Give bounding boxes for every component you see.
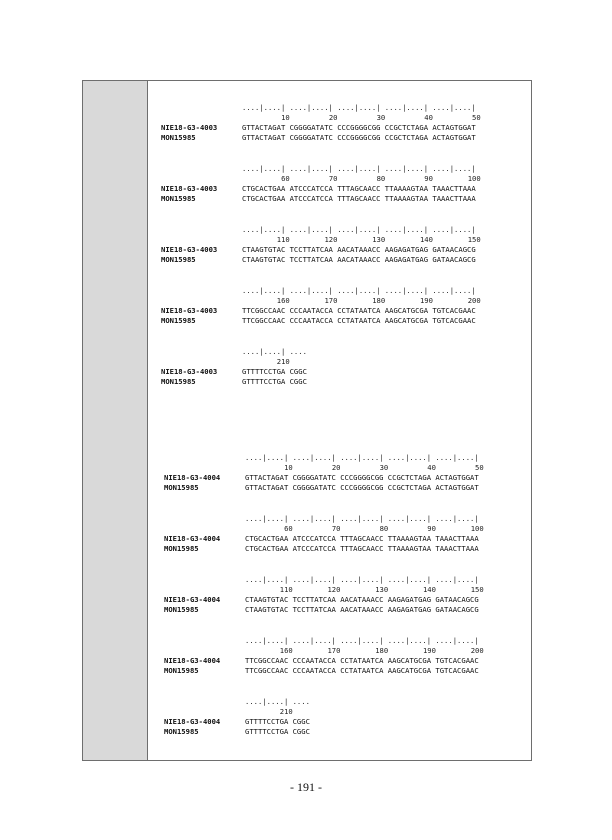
alignment-block bbox=[148, 514, 532, 554]
alignment-block bbox=[148, 347, 532, 387]
position-number: 170 bbox=[324, 296, 338, 305]
position-numbers bbox=[148, 113, 532, 123]
reference-sequence: CTAAGTGTAC TCCTTATCAA AACATAAACC AAGAGATGAG GATAACAGCG bbox=[242, 255, 476, 264]
query-id: NIE18-G3-4004 bbox=[164, 717, 221, 726]
position-number: 150 bbox=[470, 585, 484, 594]
query-id: NIE18-G3-4003 bbox=[161, 306, 218, 315]
position-numbers bbox=[148, 174, 532, 184]
query-sequence: GTTACTAGAT CGGGGATATC CCCGGGGCGG CCGCTCTAGA ACTAGTGGAT bbox=[245, 473, 479, 482]
reference-id: MON15985 bbox=[161, 316, 196, 325]
ruler-row bbox=[148, 347, 532, 357]
position-number: 150 bbox=[467, 235, 481, 244]
query-id: NIE18-G3-4003 bbox=[161, 245, 218, 254]
position-number: 100 bbox=[467, 174, 481, 183]
query-row bbox=[148, 123, 532, 133]
query-row bbox=[148, 245, 532, 255]
position-ruler: ....|....| ....|....| ....|....| ....|....| ....|....| bbox=[245, 575, 479, 584]
reference-sequence: CTAAGTGTAC TCCTTATCAA AACATAAACC AAGAGATGAG GATAACAGCG bbox=[245, 605, 479, 614]
query-sequence: GTTACTAGAT CGGGGATATC CCCGGGGCGG CCGCTCTAGA ACTAGTGGAT bbox=[242, 123, 476, 132]
position-number: 140 bbox=[422, 585, 436, 594]
position-number: 90 bbox=[427, 524, 436, 533]
query-id: NIE18-G3-4004 bbox=[164, 656, 221, 665]
ruler-row bbox=[148, 453, 532, 463]
ruler-row bbox=[148, 697, 532, 707]
query-row bbox=[148, 717, 532, 727]
position-number: 10 bbox=[284, 463, 293, 472]
position-number: 160 bbox=[279, 646, 293, 655]
reference-id: MON15985 bbox=[164, 666, 199, 675]
reference-sequence: GTTACTAGAT CGGGGATATC CCCGGGGCGG CCGCTCTAGA ACTAGTGGAT bbox=[245, 483, 479, 492]
position-number: 40 bbox=[427, 463, 436, 472]
reference-sequence: GTTACTAGAT CGGGGATATC CCCGGGGCGG CCGCTCTAGA ACTAGTGGAT bbox=[242, 133, 476, 142]
side-column bbox=[83, 81, 148, 760]
query-sequence: CTGCACTGAA ATCCCATCCA TTTAGCAACC TTAAAAGTAA TAAACTTAAA bbox=[242, 184, 476, 193]
query-row bbox=[148, 306, 532, 316]
position-ruler: ....|....| ....|....| ....|....| ....|....| ....|....| bbox=[242, 225, 476, 234]
reference-row bbox=[148, 194, 532, 204]
reference-sequence: GTTTTCCTGA CGGC bbox=[245, 727, 310, 736]
query-sequence: TTCGGCCAAC CCCAATACCA CCTATAATCA AAGCATGCGA TGTCACGAAC bbox=[242, 306, 476, 315]
reference-row bbox=[148, 316, 532, 326]
position-numbers bbox=[148, 235, 532, 245]
alignment-block bbox=[148, 103, 532, 143]
reference-id: MON15985 bbox=[164, 483, 199, 492]
position-ruler: ....|....| .... bbox=[242, 347, 307, 356]
position-number: 190 bbox=[419, 296, 433, 305]
position-number: 130 bbox=[372, 235, 386, 244]
position-numbers bbox=[148, 524, 532, 534]
position-number: 20 bbox=[331, 463, 341, 472]
reference-id: MON15985 bbox=[161, 377, 196, 386]
position-number: 210 bbox=[276, 357, 290, 366]
reference-sequence: GTTTTCCTGA CGGC bbox=[242, 377, 307, 386]
query-sequence: CTAAGTGTAC TCCTTATCAA AACATAAACC AAGAGATGAG GATAACAGCG bbox=[245, 595, 479, 604]
position-number: 70 bbox=[331, 524, 341, 533]
position-number: 40 bbox=[424, 113, 433, 122]
reference-sequence: TTCGGCCAAC CCCAATACCA CCTATAATCA AAGCATGCGA TGTCACGAAC bbox=[245, 666, 479, 675]
reference-row bbox=[148, 377, 532, 387]
reference-id: MON15985 bbox=[164, 544, 199, 553]
position-numbers bbox=[148, 707, 532, 717]
position-number: 120 bbox=[327, 585, 341, 594]
alignment-block bbox=[148, 286, 532, 326]
position-numbers bbox=[148, 357, 532, 367]
position-number: 120 bbox=[324, 235, 338, 244]
position-number: 20 bbox=[328, 113, 338, 122]
query-row bbox=[148, 534, 532, 544]
ruler-row bbox=[148, 286, 532, 296]
query-row bbox=[148, 473, 532, 483]
query-id: NIE18-G3-4004 bbox=[164, 595, 221, 604]
page-number: - 191 - bbox=[290, 780, 322, 794]
position-ruler: ....|....| ....|....| ....|....| ....|....| ....|....| bbox=[245, 514, 479, 523]
ruler-row bbox=[148, 514, 532, 524]
position-number: 170 bbox=[327, 646, 341, 655]
position-number: 80 bbox=[379, 524, 389, 533]
query-id: NIE18-G3-4003 bbox=[161, 367, 218, 376]
position-ruler: ....|....| ....|....| ....|....| ....|....| ....|....| bbox=[242, 164, 476, 173]
reference-id: MON15985 bbox=[164, 605, 199, 614]
query-row bbox=[148, 184, 532, 194]
position-number: 10 bbox=[281, 113, 290, 122]
reference-sequence: CTGCACTGAA ATCCCATCCA TTTAGCAACC TTAAAAGTAA TAAACTTAAA bbox=[242, 194, 476, 203]
position-number: 180 bbox=[372, 296, 386, 305]
query-sequence: TTCGGCCAAC CCCAATACCA CCTATAATCA AAGCATGCGA TGTCACGAAC bbox=[245, 656, 479, 665]
query-id: NIE18-G3-4004 bbox=[164, 534, 221, 543]
position-number: 60 bbox=[281, 174, 290, 183]
query-sequence: CTAAGTGTAC TCCTTATCAA AACATAAACC AAGAGATGAG GATAACAGCG bbox=[242, 245, 476, 254]
position-ruler: ....|....| ....|....| ....|....| ....|....| ....|....| bbox=[242, 103, 476, 112]
position-number: 90 bbox=[424, 174, 433, 183]
reference-row bbox=[148, 605, 532, 615]
reference-id: MON15985 bbox=[161, 255, 196, 264]
position-number: 110 bbox=[279, 585, 293, 594]
reference-sequence: TTCGGCCAAC CCCAATACCA CCTATAATCA AAGCATGCGA TGTCACGAAC bbox=[242, 316, 476, 325]
reference-id: MON15985 bbox=[161, 194, 196, 203]
position-number: 80 bbox=[376, 174, 386, 183]
position-number: 200 bbox=[470, 646, 484, 655]
ruler-row bbox=[148, 225, 532, 235]
ruler-row bbox=[148, 575, 532, 585]
query-row bbox=[148, 656, 532, 666]
position-numbers bbox=[148, 296, 532, 306]
position-number: 190 bbox=[422, 646, 436, 655]
position-numbers bbox=[148, 646, 532, 656]
query-row bbox=[148, 595, 532, 605]
reference-row bbox=[148, 666, 532, 676]
alignment-block bbox=[148, 697, 532, 737]
position-numbers bbox=[148, 463, 532, 473]
position-number: 30 bbox=[376, 113, 386, 122]
position-number: 30 bbox=[379, 463, 389, 472]
position-ruler: ....|....| .... bbox=[245, 697, 310, 706]
reference-row bbox=[148, 255, 532, 265]
position-number: 200 bbox=[467, 296, 481, 305]
ruler-row bbox=[148, 164, 532, 174]
position-number: 100 bbox=[470, 524, 484, 533]
position-ruler: ....|....| ....|....| ....|....| ....|....| ....|....| bbox=[242, 286, 476, 295]
reference-row bbox=[148, 727, 532, 737]
position-number: 110 bbox=[276, 235, 290, 244]
query-id: NIE18-G3-4003 bbox=[161, 123, 218, 132]
alignment-content bbox=[148, 81, 531, 760]
reference-row bbox=[148, 133, 532, 143]
query-id: NIE18-G3-4004 bbox=[164, 473, 221, 482]
ruler-row bbox=[148, 103, 532, 113]
query-sequence: CTGCACTGAA ATCCCATCCA TTTAGCAACC TTAAAAGTAA TAAACTTAAA bbox=[245, 534, 479, 543]
ruler-row bbox=[148, 636, 532, 646]
alignment-block bbox=[148, 164, 532, 204]
reference-id: MON15985 bbox=[161, 133, 196, 142]
position-number: 60 bbox=[284, 524, 293, 533]
reference-sequence: CTGCACTGAA ATCCCATCCA TTTAGCAACC TTAAAAGTAA TAAACTTAAA bbox=[245, 544, 479, 553]
alignment-block bbox=[148, 636, 532, 676]
reference-id: MON15985 bbox=[164, 727, 199, 736]
alignment-block bbox=[148, 225, 532, 265]
alignment-table bbox=[82, 80, 532, 761]
position-number: 50 bbox=[475, 463, 484, 472]
position-number: 140 bbox=[419, 235, 433, 244]
position-number: 70 bbox=[328, 174, 338, 183]
position-ruler: ....|....| ....|....| ....|....| ....|....| ....|....| bbox=[245, 636, 479, 645]
reference-row bbox=[148, 544, 532, 554]
position-number: 180 bbox=[375, 646, 389, 655]
query-sequence: GTTTTCCTGA CGGC bbox=[242, 367, 307, 376]
position-number: 160 bbox=[276, 296, 290, 305]
query-sequence: GTTTTCCTGA CGGC bbox=[245, 717, 310, 726]
alignment-block bbox=[148, 575, 532, 615]
alignment-block bbox=[148, 453, 532, 493]
query-id: NIE18-G3-4003 bbox=[161, 184, 218, 193]
query-row bbox=[148, 367, 532, 377]
position-number: 50 bbox=[472, 113, 481, 122]
position-numbers bbox=[148, 585, 532, 595]
reference-row bbox=[148, 483, 532, 493]
position-number: 210 bbox=[279, 707, 293, 716]
position-ruler: ....|....| ....|....| ....|....| ....|....| ....|....| bbox=[245, 453, 479, 462]
position-number: 130 bbox=[375, 585, 389, 594]
